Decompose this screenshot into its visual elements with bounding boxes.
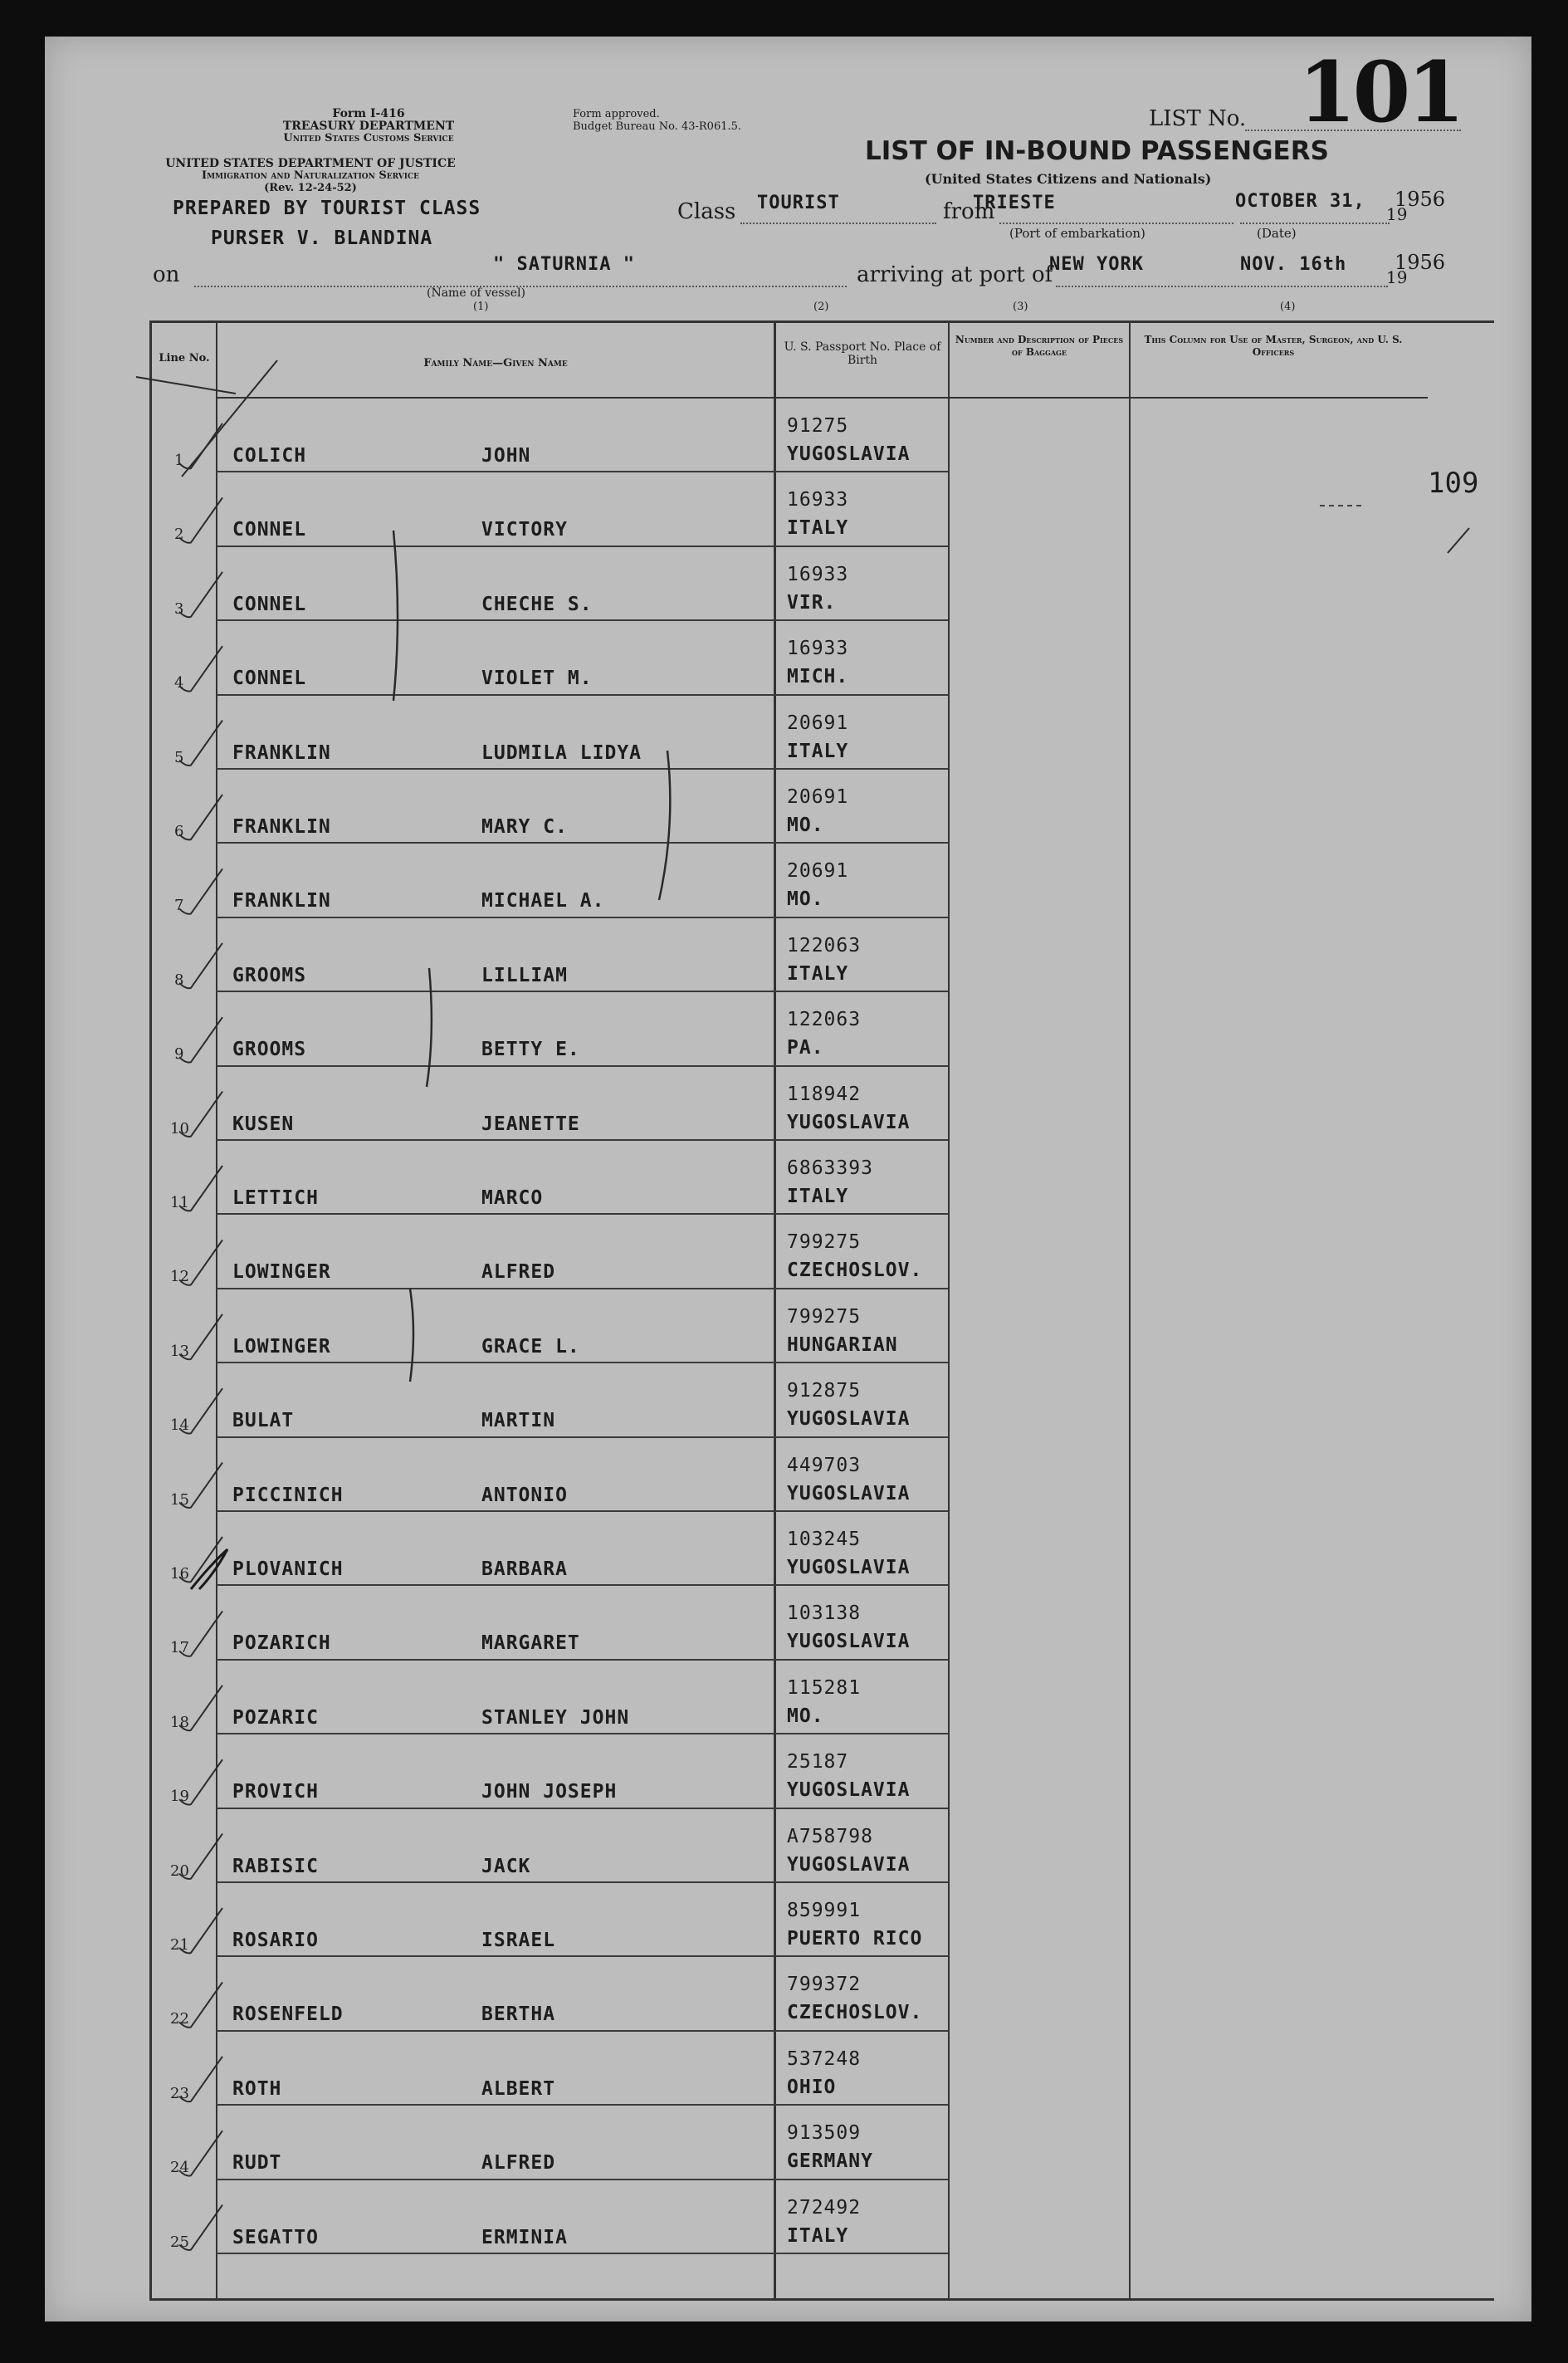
col-header-name: Family Name—Given Name [423,357,568,369]
arriving-label: arriving at port of [857,262,1053,287]
given-name: BETTY E. [481,1039,580,1061]
family-name: PICCINICH [232,1484,344,1506]
given-name: MARY C. [481,816,568,838]
place-of-birth: GERMANY [787,2150,873,2173]
passport-number: 122063 [787,1009,862,1031]
row-divider [216,2104,948,2106]
given-name: JACK [481,1855,531,1877]
table-bottom-border [149,2298,1494,2301]
family-name: ROSENFELD [232,2003,344,2026]
family-name: COLICH [232,445,307,467]
given-name: GRACE L. [481,1335,580,1358]
row-divider [216,1881,948,1883]
line-number: 23 [170,2084,189,2102]
form-number: Form I-416 [332,107,405,120]
given-name: ANTONIO [481,1484,568,1506]
given-name: ALFRED [481,2152,556,2175]
vessel-col-num: (1) [473,301,489,313]
given-name: LUDMILA LIDYA [481,741,642,764]
doj-line-2: Immigration and Naturalization Service [201,169,419,182]
place-of-birth: ITALY [787,2224,849,2247]
from-value: TRIESTE [973,193,1056,213]
given-name: JEANETTE [481,1113,580,1135]
place-of-birth: MO. [787,1705,824,1727]
class-underline [740,223,936,224]
passport-number: 912875 [787,1380,862,1402]
family-name: POZARIC [232,1706,319,1729]
doj-revision: (Rev. 12-24-52) [264,182,357,194]
treasury-dept: TREASURY DEPARTMENT [282,120,455,133]
line-number: 1 [174,452,184,469]
family-name: POZARICH [232,1632,331,1655]
vessel-label: (Name of vessel) [427,286,525,300]
line-number: 25 [170,2233,189,2251]
passport-number: 20691 [787,786,849,808]
col-header-passport: U. S. Passport No. Place of Birth [784,340,941,367]
place-of-birth: YUGOSLAVIA [787,1408,911,1431]
vessel-name: " SATURNIA " [493,254,635,275]
from-underline [999,223,1233,224]
col-divider-2 [774,320,776,2300]
passenger-list-page [45,37,1531,2321]
line-number: 12 [170,1268,189,1286]
family-name: RUDT [232,2152,282,2175]
family-name: PROVICH [232,1781,319,1803]
family-name: CONNEL [232,519,307,541]
line-number: 24 [170,2159,189,2177]
line-number: 7 [174,897,184,915]
line-number: 19 [170,1788,189,1806]
col-num-3: (3) [1013,301,1028,313]
line-number: 5 [174,748,184,766]
header-bottom-line [216,397,1428,399]
given-name: STANLEY JOHN [481,1706,630,1729]
passenger-table [149,320,1494,2300]
on-label: on [153,262,180,287]
passport-number: A758798 [787,1825,873,1847]
date-label: (Date) [1257,226,1297,241]
family-name: PLOVANICH [232,1558,344,1580]
family-name: SEGATTO [232,2226,319,2248]
officer-dash [1320,505,1361,506]
place-of-birth: ITALY [787,1186,849,1207]
col-num-4: (4) [1280,301,1296,313]
arrival-year-prefix: 19 [1386,267,1408,287]
customs-service: United States Customs Service [283,132,454,144]
passport-number: 6863393 [787,1157,873,1179]
row-divider [216,917,948,918]
row-divider [216,1733,948,1734]
table-left-border [149,320,152,2300]
passport-number: 799372 [787,1974,862,1996]
given-name: CHECHE S. [481,593,593,615]
arrival-date: NOV. 16th [1240,254,1347,275]
line-number: 15 [170,1490,189,1509]
officer-note: 109 [1428,467,1479,500]
given-name: MARGARET [481,1632,580,1655]
passport-number: 272492 [787,2196,862,2219]
given-name: ALBERT [481,2077,556,2100]
place-of-birth: CZECHOSLOV. [787,1260,923,1282]
passport-number: 118942 [787,1083,862,1105]
row-divider [216,1213,948,1215]
row-divider [216,1065,948,1067]
line-number: 11 [170,1194,189,1211]
line-number: 21 [170,1936,189,1954]
place-of-birth: HUNGARIAN [787,1333,898,1356]
row-divider [216,1659,948,1661]
col-divider-1 [216,320,217,2300]
passport-number: 16933 [787,638,849,660]
approval-line-1: Form approved. [573,108,660,120]
prepared-by: PREPARED BY TOURIST CLASS [173,198,481,219]
family-name: FRANKLIN [232,816,331,838]
family-name: LOWINGER [232,1335,331,1358]
given-name: LILLIAM [481,964,568,986]
family-name: RABISIC [232,1855,319,1877]
family-name: ROSARIO [232,1930,319,1951]
row-divider [216,619,948,621]
family-name: ROTH [232,2077,282,2100]
passport-number: 115281 [787,1676,862,1699]
col-num-2: (2) [813,301,829,313]
given-name: JOHN JOSEPH [481,1781,618,1803]
purser-name: PURSER V. BLANDINA [211,227,433,249]
passport-number: 859991 [787,1900,862,1921]
line-number: 17 [170,1639,189,1657]
arrival-port: NEW YORK [1049,254,1144,275]
passport-number: 122063 [787,934,862,956]
class-label: Class [677,199,736,224]
given-name: VIOLET M. [481,668,593,690]
place-of-birth: VIR. [787,591,837,614]
passport-number: 103245 [787,1529,862,1550]
doj-line-1: UNITED STATES DEPARTMENT OF JUSTICE [165,157,456,170]
date-value: OCTOBER 31, [1235,191,1365,212]
col-header-baggage: Number and Description of Pieces of Baggage [955,334,1124,358]
row-divider [216,471,948,472]
place-of-birth: YUGOSLAVIA [787,1853,911,1876]
place-of-birth: ITALY [787,517,849,540]
line-number: 6 [174,823,184,840]
place-of-birth: OHIO [787,2076,837,2098]
passport-number: 16933 [787,563,849,585]
line-number: 13 [170,1342,189,1360]
page-title: LIST OF IN-BOUND PASSENGERS [865,136,1329,166]
family-name: GROOMS [232,1039,307,1061]
place-of-birth: YUGOSLAVIA [787,1111,911,1133]
passport-number: 799275 [787,1305,862,1328]
line-number: 9 [174,1045,184,1064]
row-divider [216,1584,948,1586]
place-of-birth: MICH. [787,666,849,688]
line-number: 3 [174,599,184,618]
row-divider [216,2179,948,2180]
col-divider-4 [1129,320,1131,2300]
place-of-birth: YUGOSLAVIA [787,443,911,465]
page-subtitle: (United States Citizens and Nationals) [925,171,1212,187]
passport-number: 537248 [787,2047,862,2070]
family-name: LETTICH [232,1187,319,1209]
family-name: KUSEN [232,1113,295,1135]
line-number: 4 [174,674,184,692]
date-year: 1956 [1395,188,1446,211]
line-number: 14 [170,1416,189,1435]
arrival-underline [1056,286,1388,287]
row-divider [216,1362,948,1363]
given-name: BERTHA [481,2003,556,2026]
date-underline [1240,223,1390,224]
place-of-birth: ITALY [787,962,849,985]
line-number: 16 [170,1565,189,1583]
given-name: VICTORY [481,519,568,541]
place-of-birth: YUGOSLAVIA [787,1482,911,1504]
passport-number: 20691 [787,712,849,734]
given-name: ERMINIA [481,2226,568,2248]
passport-number: 449703 [787,1454,862,1476]
place-of-birth: PA. [787,1037,824,1059]
place-of-birth: CZECHOSLOV. [787,2002,923,2024]
passport-number: 25187 [787,1751,849,1773]
col-divider-3 [948,320,950,2300]
row-divider [216,2253,948,2254]
approval-line-2: Budget Bureau No. 43-R061.5. [573,120,742,133]
place-of-birth: YUGOSLAVIA [787,1779,911,1802]
line-number: 18 [170,1713,189,1731]
arrival-year: 1956 [1395,251,1446,274]
family-name: FRANKLIN [232,890,331,912]
passport-number: 91275 [787,415,849,437]
place-of-birth: MO. [787,888,824,911]
given-name: ISRAEL [481,1930,556,1951]
row-divider [216,768,948,770]
given-name: MARCO [481,1187,544,1209]
row-divider [216,842,948,844]
place-of-birth: YUGOSLAVIA [787,1631,911,1653]
list-no-label: LIST No. [1149,106,1247,131]
row-divider [216,1436,948,1438]
class-value: TOURIST [757,193,840,213]
given-name: MARTIN [481,1410,556,1432]
place-of-birth: PUERTO RICO [787,1928,923,1950]
passport-number: 103138 [787,1602,862,1625]
passport-number: 913509 [787,2122,862,2145]
place-of-birth: ITALY [787,740,849,762]
row-divider [216,545,948,547]
given-name: BARBARA [481,1558,568,1580]
given-name: JOHN [481,445,531,467]
list-no-value: 101 [1298,43,1462,141]
line-number: 10 [170,1119,189,1137]
col-header-officers: This Column for Use of Master, Surgeon, and U. S. Officers [1144,334,1403,358]
family-name: GROOMS [232,964,307,986]
family-name: BULAT [232,1410,295,1432]
family-name: CONNEL [232,593,307,615]
line-number: 20 [170,1862,189,1880]
line-number: 22 [170,2010,189,2028]
passport-number: 799275 [787,1231,862,1254]
row-divider [216,991,948,992]
family-name: FRANKLIN [232,741,331,764]
col-header-line-no: Line No. [159,352,210,364]
port-embarkation-label: (Port of embarkation) [1009,226,1145,241]
family-name: CONNEL [232,668,307,690]
row-divider [216,1288,948,1289]
row-divider [216,1139,948,1141]
place-of-birth: MO. [787,815,824,836]
table-top-border [149,320,1494,323]
line-number: 2 [174,526,184,544]
place-of-birth: YUGOSLAVIA [787,1557,911,1578]
date-year-prefix: 19 [1386,204,1408,224]
row-divider [216,1808,948,1809]
from-label: from [943,199,995,224]
given-name: MICHAEL A. [481,890,605,912]
passport-number: 20691 [787,860,849,883]
given-name: ALFRED [481,1261,556,1284]
passport-number: 16933 [787,489,849,511]
row-divider [216,2030,948,2032]
row-divider [216,1510,948,1512]
line-number: 8 [174,971,184,989]
row-divider [216,1955,948,1957]
family-name: LOWINGER [232,1261,331,1284]
row-divider [216,694,948,696]
